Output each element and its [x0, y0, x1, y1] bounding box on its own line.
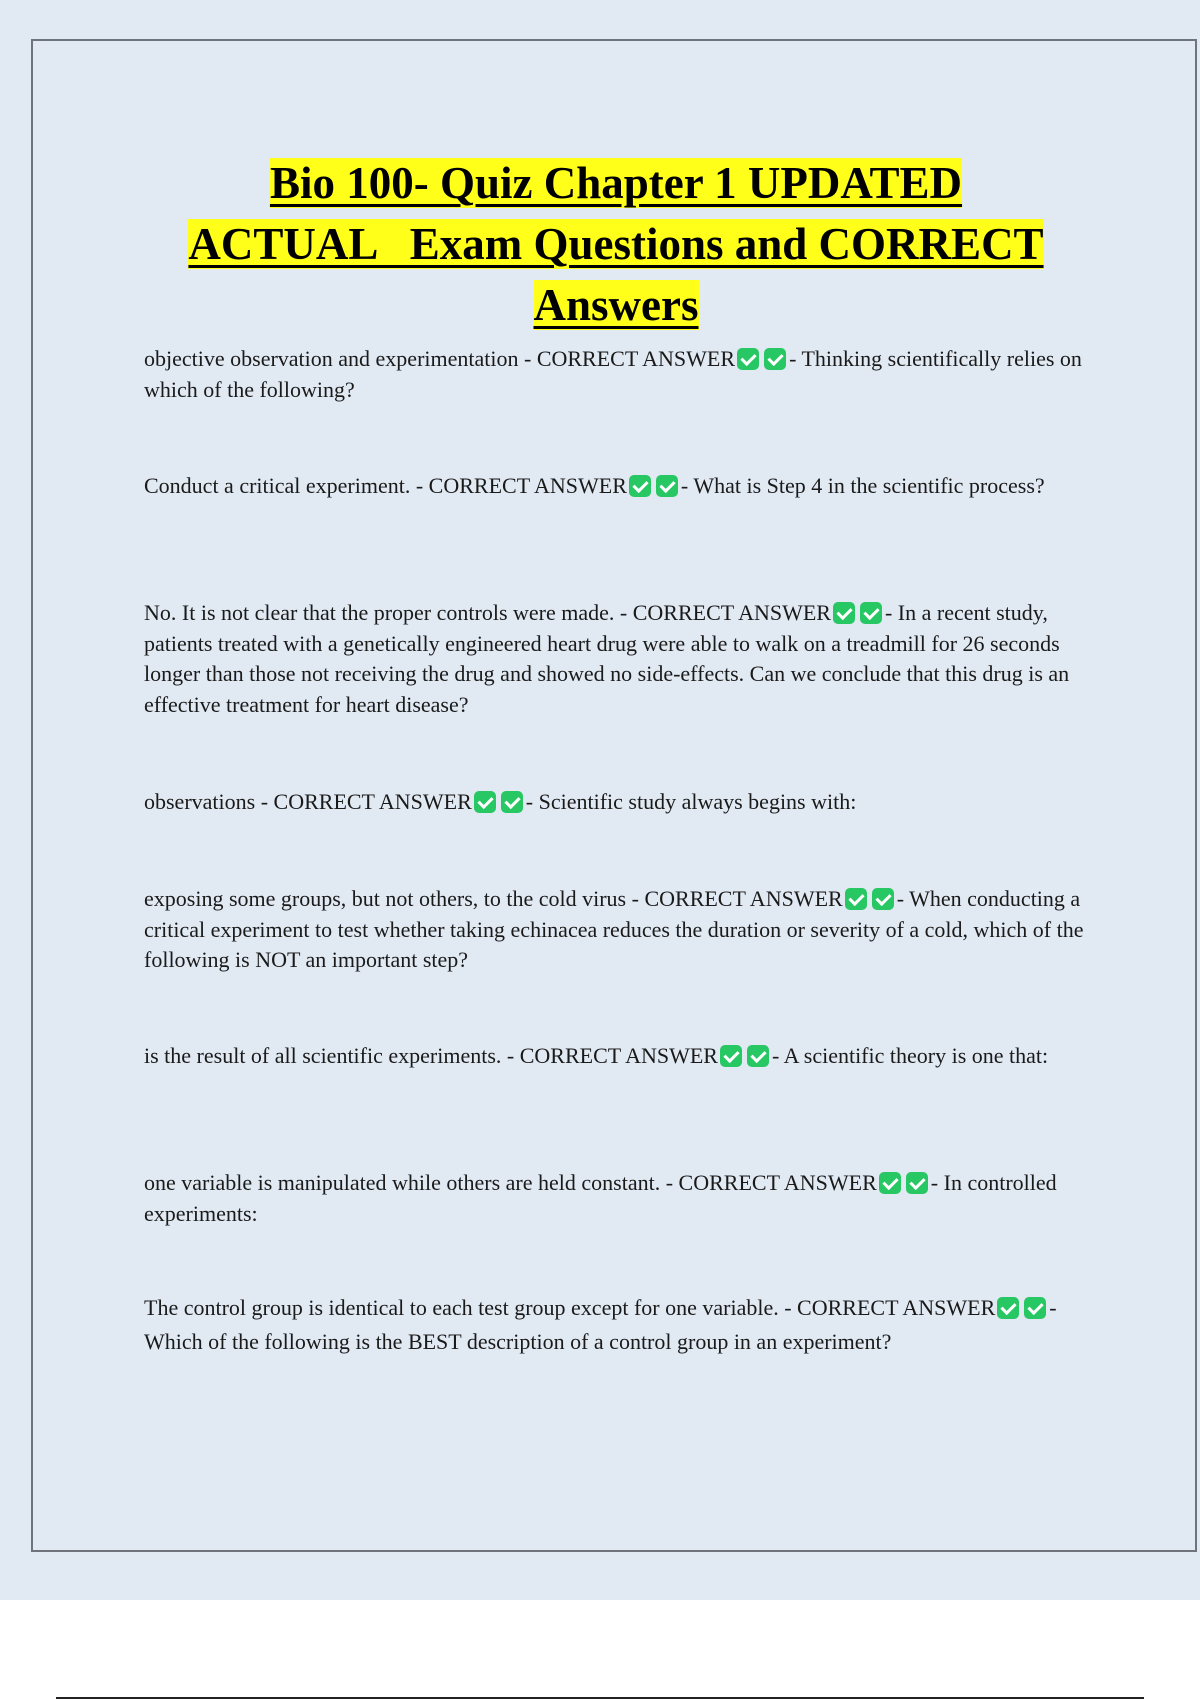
question-text: - Thinking scientifically relies on which of the following?: [144, 346, 1082, 402]
question-text: - In a recent study, patients treated with a genetically engineered heart drug were able to walk on a treadmill for 26 seconds longer than those not receiving the drug and showed no side-effects. Can we conclude that this drug is an effective treatment for heart disease?: [144, 600, 1070, 717]
qa-item: [144, 1291, 1089, 1359]
check-icon: [656, 475, 678, 497]
answer-text: No. It is not clear that the proper controls were made. -: [144, 600, 633, 625]
answer-text: exposing some groups, but not others, to the cold virus -: [144, 886, 645, 911]
qa-item: [144, 1041, 1089, 1072]
question-text: - A scientific theory is one that:: [771, 1043, 1049, 1068]
qa-item: [144, 787, 1089, 818]
answer-text: Conduct a critical experiment. -: [144, 473, 429, 498]
check-icon: [737, 348, 759, 370]
correct-answer-label: CORRECT ANSWER: [536, 346, 736, 371]
check-icon: [997, 1297, 1019, 1319]
correct-answer-label: CORRECT ANSWER: [428, 473, 627, 498]
correct-answer-label: CORRECT ANSWER: [678, 1170, 877, 1195]
question-text: - What is Step 4 in the scientific process?: [680, 473, 1045, 498]
check-icon: [1024, 1297, 1046, 1319]
check-icon: [764, 348, 786, 370]
title-line: Bio 100- Quiz Chapter 1 UPDATED: [269, 158, 963, 208]
question-text: - Which of the following is the BEST description of a control group in an experiment?: [144, 1295, 1057, 1354]
check-icon: [879, 1172, 901, 1194]
title-line: ACTUAL Exam Questions and CORRECT: [188, 219, 1044, 269]
check-icon: [629, 475, 651, 497]
document-title: [33, 153, 1199, 336]
check-icon: [747, 1045, 769, 1067]
answer-text: one variable is manipulated while others are held constant. -: [144, 1170, 679, 1195]
answer-text: observations -: [144, 789, 274, 814]
check-icon: [833, 602, 855, 624]
check-icon: [474, 791, 496, 813]
check-icon: [906, 1172, 928, 1194]
correct-answer-label: CORRECT ANSWER: [519, 1043, 718, 1068]
question-text: - In controlled experiments:: [144, 1170, 1057, 1226]
check-icon: [872, 888, 894, 910]
check-icon: [720, 1045, 742, 1067]
qa-item: [144, 344, 1089, 405]
correct-answer-label: CORRECT ANSWER: [644, 886, 843, 911]
bottom-divider: [56, 1697, 1144, 1699]
answer-text: objective observation and experimentation -: [144, 346, 537, 371]
correct-answer-label: CORRECT ANSWER: [797, 1295, 996, 1320]
answer-text: The control group is identical to each test group except for one variable. -: [144, 1295, 798, 1320]
question-text: - Scientific study always begins with:: [525, 789, 857, 814]
qa-item: [144, 1168, 1089, 1229]
correct-answer-label: CORRECT ANSWER: [632, 600, 831, 625]
check-icon: [860, 602, 882, 624]
check-icon: [845, 888, 867, 910]
qa-item: [144, 598, 1089, 720]
check-icon: [501, 791, 523, 813]
answer-text: is the result of all scientific experiments. -: [144, 1043, 520, 1068]
question-text: - When conducting a critical experiment to test whether taking echinacea reduces the duration or severity of a cold, which of the following is NOT an important step?: [144, 886, 1084, 972]
qa-item: [144, 471, 1089, 502]
qa-item: [144, 884, 1089, 976]
title-line: Answers: [533, 280, 699, 330]
correct-answer-label: CORRECT ANSWER: [273, 789, 472, 814]
